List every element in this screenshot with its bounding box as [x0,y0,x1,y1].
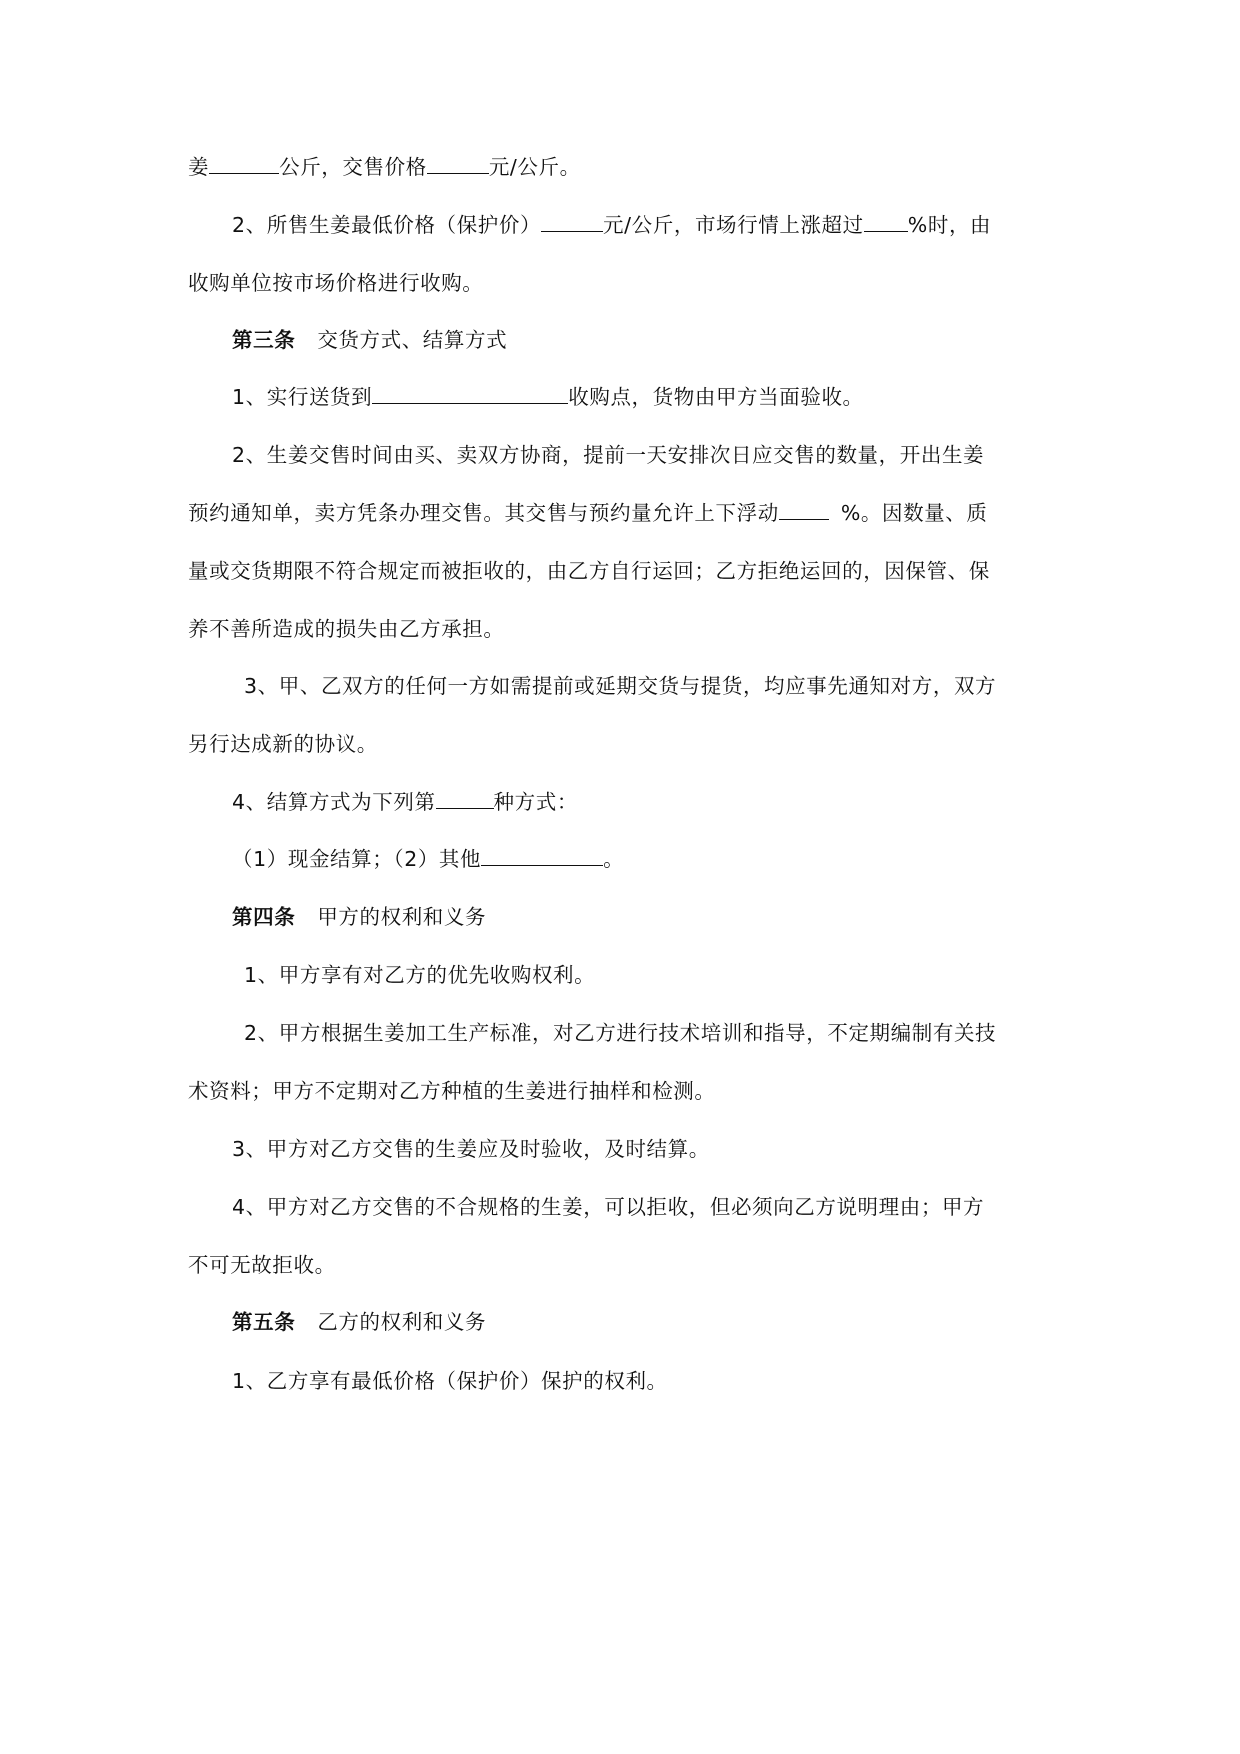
text-run: %。因数量、质 [840,501,988,525]
fill-blank [372,381,568,404]
paragraph-line: 量或交货期限不符合规定而被拒收的，由乙方自行运回；乙方拒绝运回的，因保管、保 [188,559,990,583]
paragraph-line: 养不善所造成的损失由乙方承担。 [188,617,505,641]
fill-blank [481,843,603,866]
paragraph-line [188,496,988,530]
text-run: 姜 [188,155,210,179]
paragraph-line: 3、甲方对乙方交售的生姜应及时验收，及时结算。 [232,1137,710,1161]
fill-blank [541,209,603,232]
text-run: （1）现金结算；（2）其他 [232,847,482,871]
article-heading-3 [232,323,507,357]
fill-blank [864,209,908,232]
text-run: 公斤，交售价格 [279,155,427,179]
paragraph-line: 收购单位按市场价格进行收购。 [188,271,484,295]
paragraph-line [232,785,578,819]
article-title: 交货方式、结算方式 [317,328,508,352]
fill-blank [436,786,494,809]
paragraph-line: 术资料；甲方不定期对乙方种植的生姜进行抽样和检测。 [188,1079,716,1103]
text-run: 。 [603,847,625,871]
text-run: 收购点，货物由甲方当面验收。 [568,385,864,409]
text-run: 元/公斤。 [488,155,581,179]
paragraph-line [232,380,864,414]
fill-blank [779,497,829,520]
paragraph-line: 不可无故拒收。 [188,1253,336,1277]
paragraph-line [188,150,581,184]
article-title: 乙方的权利和义务 [317,1310,487,1334]
paragraph-line: 2、甲方根据生姜加工生产标准，对乙方进行技术培训和指导，不定期编制有关技 [244,1021,997,1045]
article-heading-4 [232,900,486,934]
article-title: 甲方的权利和义务 [317,905,487,929]
article-heading-5 [232,1305,486,1339]
article-number: 第五条 [232,1310,296,1334]
fill-blank [427,151,489,174]
paragraph-line: 3、甲、乙双方的任何一方如需提前或延期交货与提货，均应事先通知对方，双方 [244,674,997,698]
fill-blank [209,151,279,174]
paragraph-line: 2、生姜交售时间由买、卖双方协商，提前一天安排次日应交售的数量，开出生姜 [232,443,985,467]
paragraph-line [232,842,624,876]
paragraph-line [232,208,991,242]
text-run: %时，由 [907,213,992,237]
paragraph-line: 4、甲方对乙方交售的不合规格的生姜，可以拒收，但必须向乙方说明理由；甲方 [232,1195,985,1219]
paragraph-line: 1、乙方享有最低价格（保护价）保护的权利。 [232,1369,668,1393]
text-run: 种方式： [493,790,578,814]
paragraph-line: 1、甲方享有对乙方的优先收购权利。 [244,963,596,987]
text-run: 1、实行送货到 [232,385,373,409]
article-number: 第三条 [232,328,296,352]
text-run: 元/公斤，市场行情上涨超过 [603,213,864,237]
text-run: 2、所售生姜最低价格（保护价） [232,213,542,237]
article-number: 第四条 [232,905,296,929]
paragraph-line: 另行达成新的协议。 [188,732,378,756]
text-run: 预约通知单，卖方凭条办理交售。其交售与预约量允许上下浮动 [188,501,779,525]
text-run: 4、结算方式为下列第 [232,790,436,814]
